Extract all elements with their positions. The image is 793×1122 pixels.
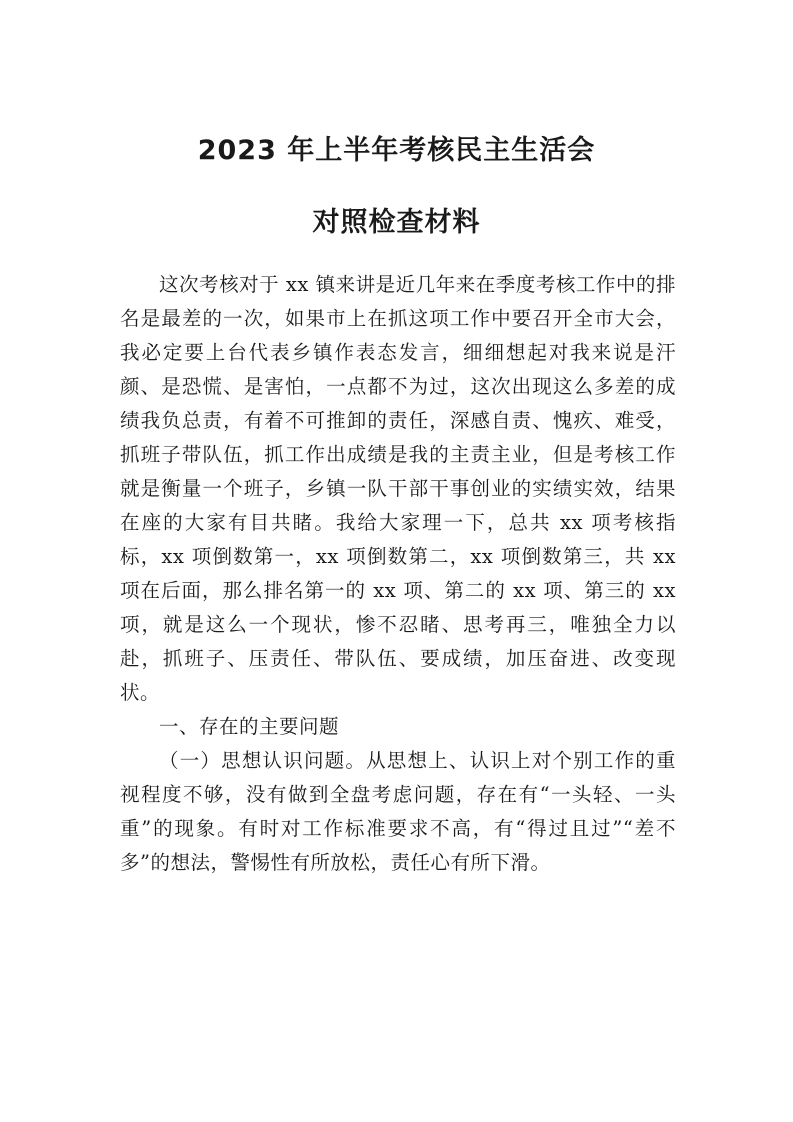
paragraph-ideological-issues: （一）思想认识问题。从思想上、认识上对个别工作的重视程度不够，没有做到全盘考虑问题，存在有“一头轻、一头重”的现象。有时对工作标准要求不高，有“得过且过”“差不多”的想法，警惕性有所放松，责任心有所下滑。	[120, 749, 676, 874]
paragraph-intro: 这次考核对于 xx 镇来讲是近几年来在季度考核工作中的排名是最差的一次，如果市上在抓这项工作中要召开全市大会，我必定要上台代表乡镇作表态发言，细细想起对我来说是汗颜、是恐慌、是害怕，一点都不为过，这次出现这么多差的成绩我负总责，有着不可推卸的责任，深感自责、愧疚、难受，抓班子带队伍，抓工作出成绩是我的主责主业，但是考核工作就是衡量一个班子，乡镇一队干部干事创业的实绩实效，结果在座的大家有目共睹。我给大家理一下，总共 xx 项考核指标，xx 项倒数第一，xx 项倒数第二，xx 项倒数第三，共 xx 项在后面，那么排名第一的 xx 项、第二的 xx 项、第三的 xx 项，就是这么一个现状，惨不忍睹、思考再三，唯独全力以赴，抓班子、压责任、带队伍、要成绩，加压奋进、改变现状。	[120, 273, 676, 704]
document-title-line1: 2023 年上半年考核民主生活会	[197, 135, 596, 166]
section-heading-main-problems: 一、存在的主要问题	[159, 715, 340, 738]
document-title-line2: 对照检查材料	[312, 207, 481, 238]
document-body	[120, 268, 676, 880]
